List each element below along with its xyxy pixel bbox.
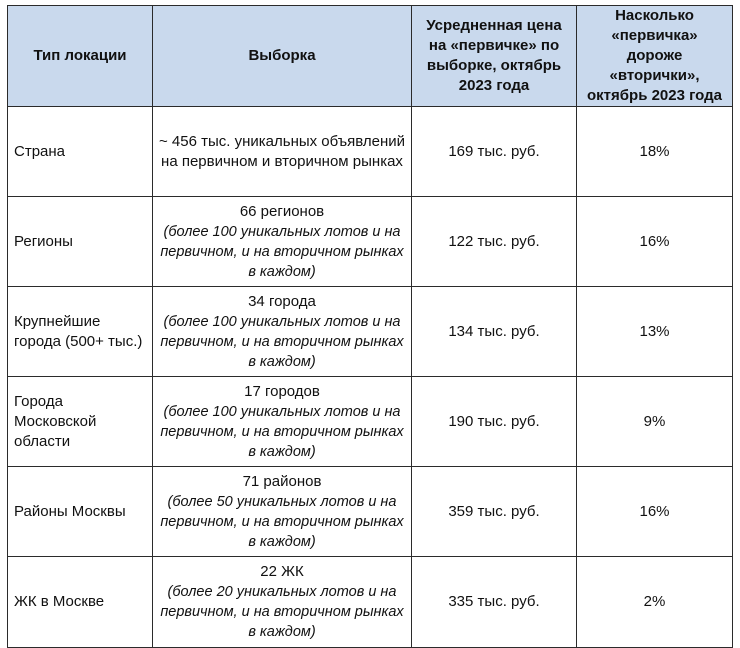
sample-cell xyxy=(153,197,412,287)
premium-cell: 2% xyxy=(577,557,733,648)
premium-cell: 16% xyxy=(577,197,733,287)
table-row xyxy=(8,557,733,648)
sample-note: (более 100 уникальных лотов и на первичном, и на вторичном рынках в каждом) xyxy=(160,223,404,280)
location-cell: Страна xyxy=(8,107,153,197)
header-location-type: Тип локации xyxy=(8,6,153,107)
table-row xyxy=(8,287,733,377)
location-cell: Регионы xyxy=(8,197,153,287)
premium-cell: 13% xyxy=(577,287,733,377)
location-cell: ЖК в Москве xyxy=(8,557,153,648)
sample-title: 71 районов xyxy=(242,472,322,490)
sample-title: 17 городов xyxy=(244,382,320,400)
table-row xyxy=(8,197,733,287)
premium-cell: 18% xyxy=(577,107,733,197)
location-cell: Районы Москвы xyxy=(8,467,153,557)
table-row xyxy=(8,377,733,467)
table-row xyxy=(8,107,733,197)
sample-title: 22 ЖК xyxy=(260,563,304,580)
header-avg-primary-price: Усредненная цена на «первичке» по выборке, октябрь 2023 года xyxy=(412,6,577,107)
price-cell: 335 тыс. руб. xyxy=(412,557,577,648)
premium-cell: 9% xyxy=(577,377,733,467)
sample-note: (более 50 уникальных лотов и на первичном, и на вторичном рынках в каждом) xyxy=(160,493,404,550)
sample-cell xyxy=(153,557,412,648)
sample-note: (более 100 уникальных лотов и на первичном, и на вторичном рынках в каждом) xyxy=(160,403,404,460)
sample-note: (более 100 уникальных лотов и на первичном, и на вторичном рынках в каждом) xyxy=(160,313,404,370)
location-cell: Крупнейшие города (500+ тыс.) xyxy=(8,287,153,377)
premium-cell: 16% xyxy=(577,467,733,557)
header-primary-premium: Насколько «первичка» дороже «вторички», октябрь 2023 года xyxy=(577,6,733,107)
header-sample: Выборка xyxy=(153,6,412,107)
sample-title: ~ 456 тыс. уникальных объявлений на первичном и вторичном рынках xyxy=(159,132,405,170)
header-row xyxy=(8,6,733,107)
table-row xyxy=(8,467,733,557)
sample-cell xyxy=(153,377,412,467)
sample-title: 34 города xyxy=(248,292,316,310)
sample-cell xyxy=(153,287,412,377)
location-cell: Города Московской области xyxy=(8,377,153,467)
sample-note: (более 20 уникальных лотов и на первичном, и на вторичном рынках в каждом) xyxy=(160,584,404,640)
sample-cell xyxy=(153,467,412,557)
price-comparison-table xyxy=(7,5,733,648)
price-cell: 134 тыс. руб. xyxy=(412,287,577,377)
sample-title: 66 регионов xyxy=(239,202,325,220)
price-cell: 359 тыс. руб. xyxy=(412,467,577,557)
price-cell: 122 тыс. руб. xyxy=(412,197,577,287)
price-cell: 190 тыс. руб. xyxy=(412,377,577,467)
price-cell: 169 тыс. руб. xyxy=(412,107,577,197)
sample-cell xyxy=(153,107,412,197)
